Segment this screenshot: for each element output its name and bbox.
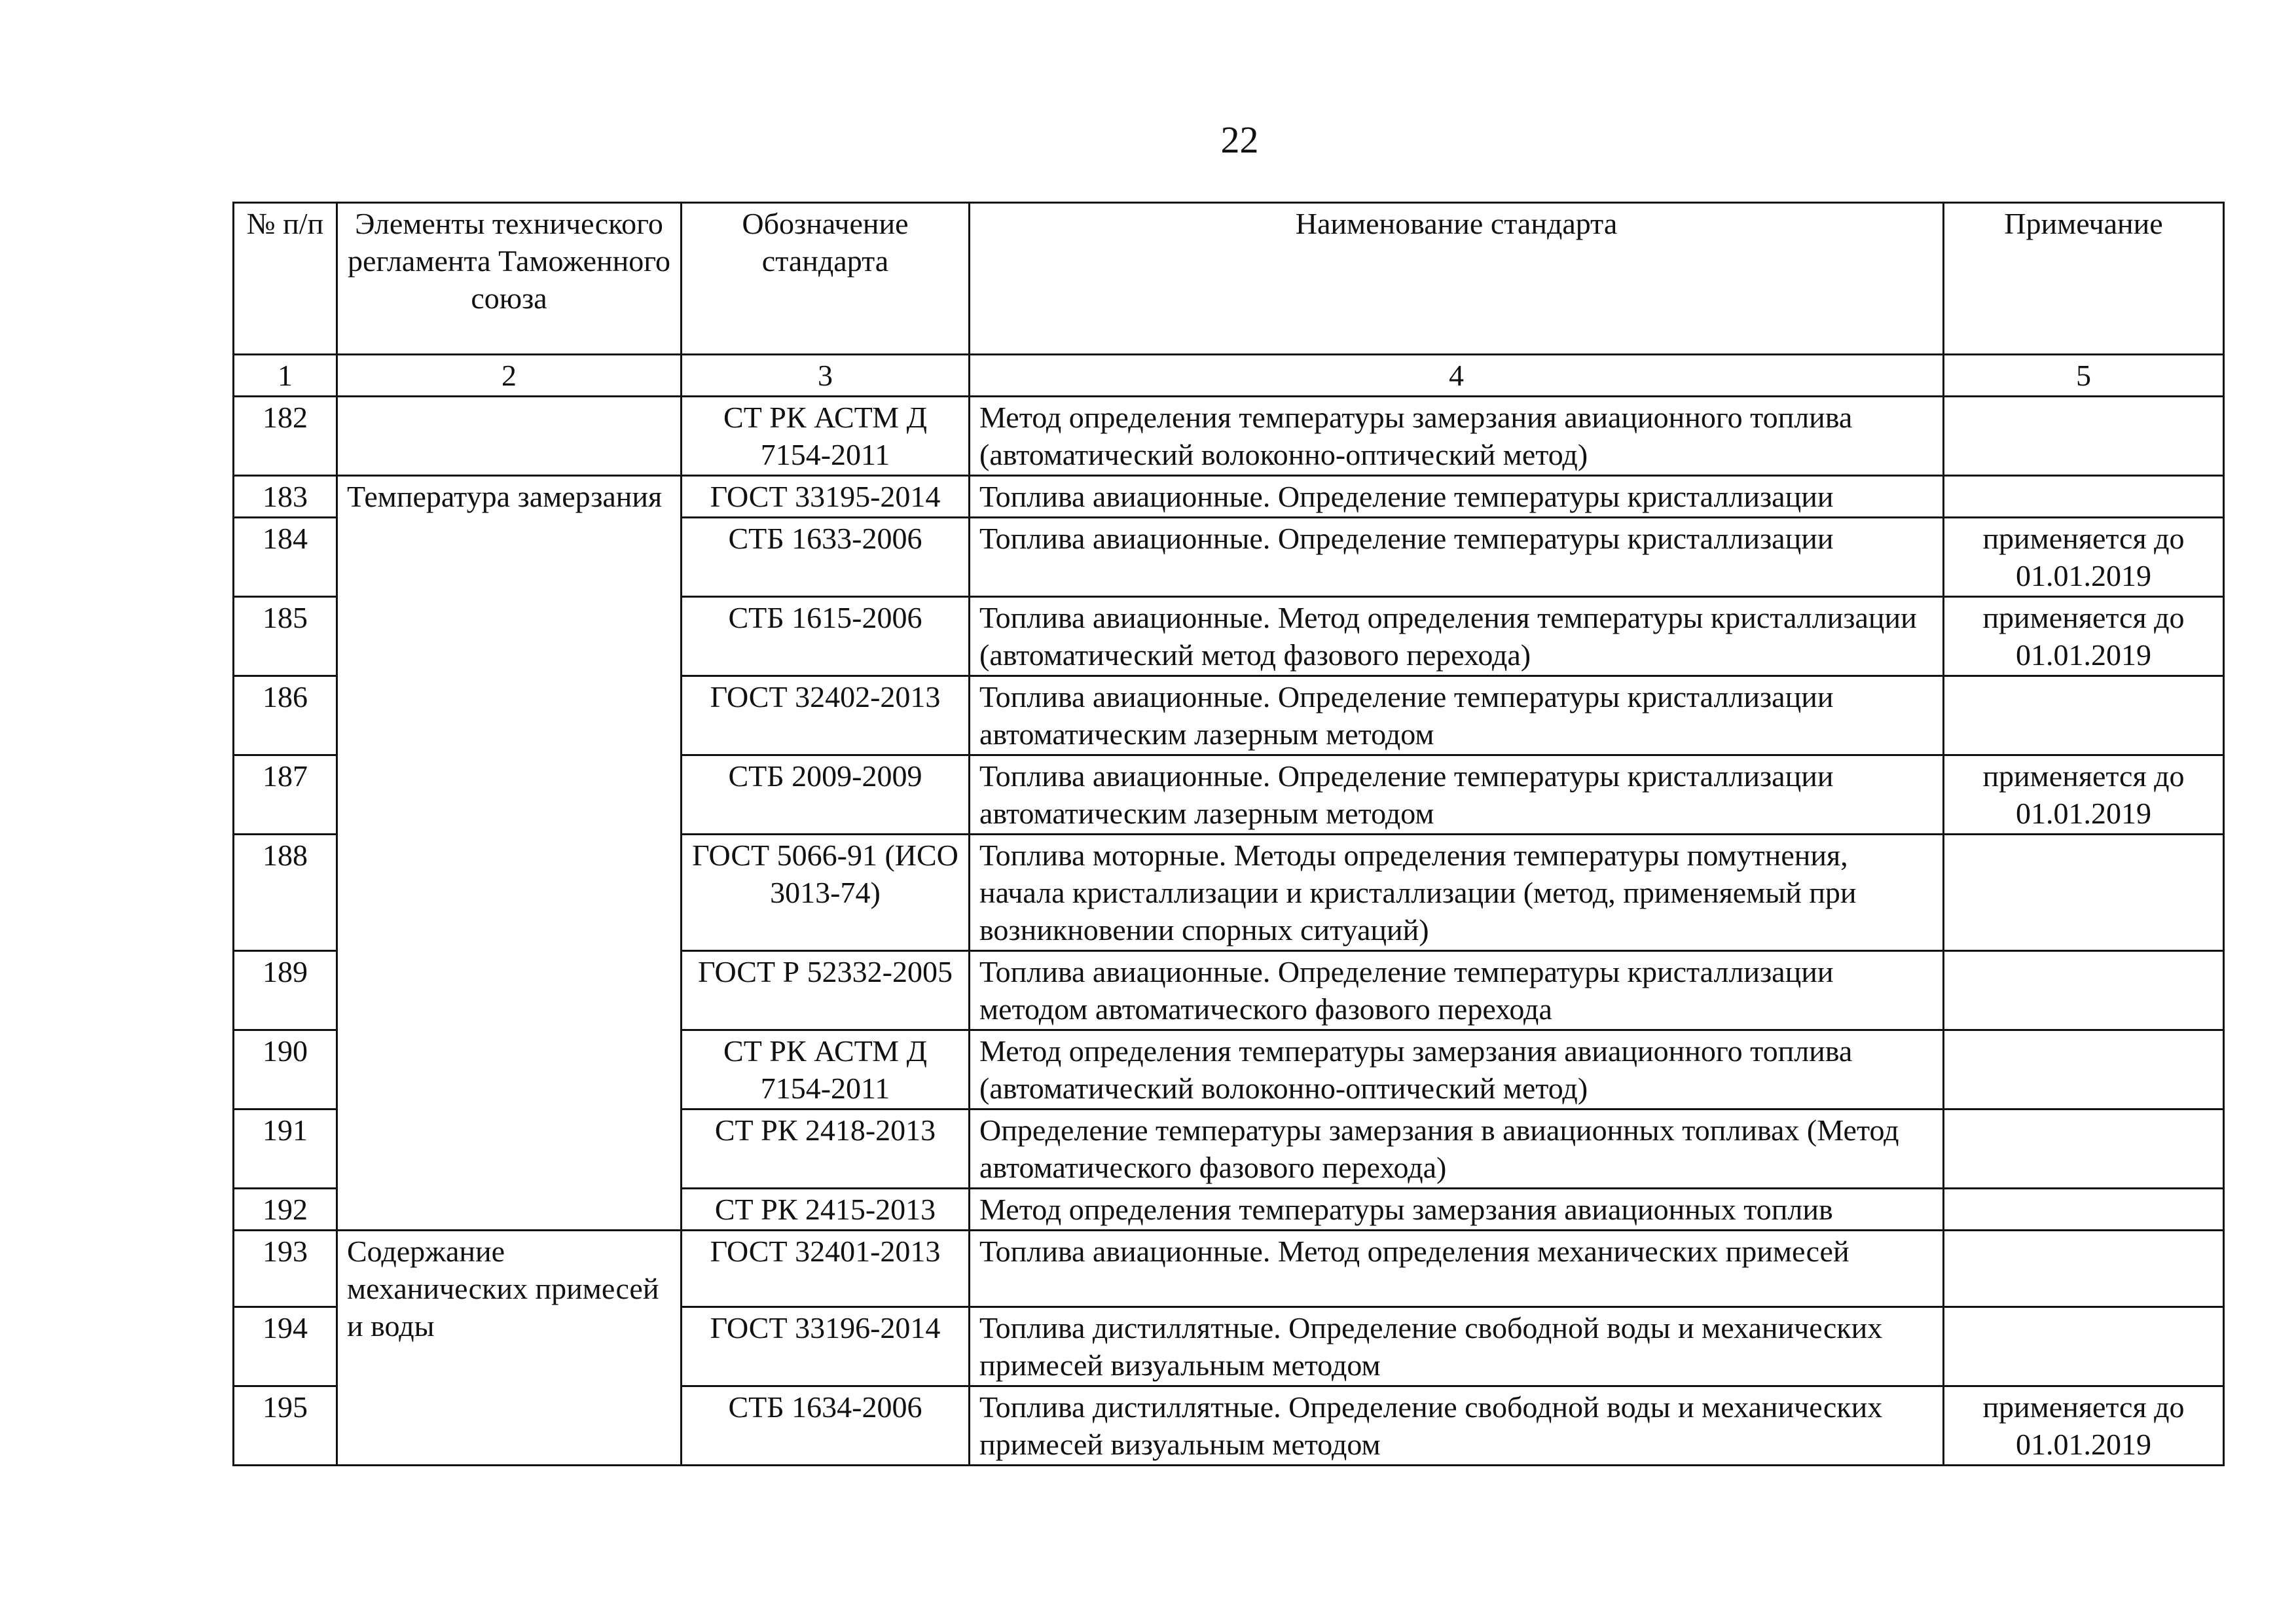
standard-code: СТБ 1615-2006 (682, 597, 970, 676)
standard-name: Топлива авиационные. Определение температуры кристаллизации методом автоматического фазового перехода (970, 951, 1944, 1030)
standard-code: СТ РК АСТМ Д 7154-2011 (682, 397, 970, 476)
regulation-element: Температура замерзания (337, 476, 682, 1231)
header-note: Примечание (1944, 203, 2224, 355)
standard-name: Топлива авиационные. Определение температуры кристаллизации автоматическим лазерным методом (970, 755, 1944, 835)
standard-code: ГОСТ 5066-91 (ИСО 3013-74) (682, 835, 970, 951)
standard-code: СТ РК 2418-2013 (682, 1110, 970, 1189)
standard-code: СТ РК 2415-2013 (682, 1189, 970, 1231)
standard-note (1944, 476, 2224, 518)
table-row (234, 397, 2224, 476)
table-row (234, 1231, 2224, 1307)
standard-note (1944, 1189, 2224, 1231)
standard-note (1944, 397, 2224, 476)
standard-note (1944, 1307, 2224, 1386)
row-number: 191 (234, 1110, 337, 1189)
standard-code: ГОСТ 32401-2013 (682, 1231, 970, 1307)
standard-note (1944, 1030, 2224, 1110)
standard-note: применяется до 01.01.2019 (1944, 1386, 2224, 1466)
row-number: 186 (234, 676, 337, 755)
standard-code: СТБ 1633-2006 (682, 518, 970, 597)
standard-name: Определение температуры замерзания в авиационных топливах (Метод автоматического фазового перехода) (970, 1110, 1944, 1189)
standard-name: Метод определения температуры замерзания авиационного топлива (автоматический волоконно-оптический метод) (970, 1030, 1944, 1110)
standard-code: СТБ 1634-2006 (682, 1386, 970, 1466)
row-number: 190 (234, 1030, 337, 1110)
column-number: 3 (682, 355, 970, 397)
regulation-element: Содержание механических примесей и воды (337, 1231, 682, 1466)
standard-name: Топлива дистиллятные. Определение свободной воды и механических примесей визуальным методом (970, 1307, 1944, 1386)
row-number: 184 (234, 518, 337, 597)
standard-note (1944, 835, 2224, 951)
row-number: 188 (234, 835, 337, 951)
row-number: 183 (234, 476, 337, 518)
standard-name: Топлива авиационные. Определение температуры кристаллизации автоматическим лазерным методом (970, 676, 1944, 755)
standard-code: СТБ 2009-2009 (682, 755, 970, 835)
standard-code: ГОСТ Р 52332-2005 (682, 951, 970, 1030)
row-number: 189 (234, 951, 337, 1030)
standard-name: Метод определения температуры замерзания авиационных топлив (970, 1189, 1944, 1231)
standard-note (1944, 676, 2224, 755)
standard-code: ГОСТ 33195-2014 (682, 476, 970, 518)
standard-name: Топлива моторные. Методы определения температуры помутнения, начала кристаллизации и кристаллизации (метод, применяемый при возникновении спорных ситуаций) (970, 835, 1944, 951)
row-number: 187 (234, 755, 337, 835)
header-name: Наименование стандарта (970, 203, 1944, 355)
header-number: № п/п (234, 203, 337, 355)
row-number: 182 (234, 397, 337, 476)
standard-code: ГОСТ 32402-2013 (682, 676, 970, 755)
column-number-row (234, 355, 2224, 397)
column-number: 2 (337, 355, 682, 397)
column-number: 4 (970, 355, 1944, 397)
standard-note (1944, 951, 2224, 1030)
standard-note: применяется до 01.01.2019 (1944, 518, 2224, 597)
standard-note (1944, 1110, 2224, 1189)
standard-name: Метод определения температуры замерзания авиационного топлива (автоматический волоконно-оптический метод) (970, 397, 1944, 476)
standard-code: ГОСТ 33196-2014 (682, 1307, 970, 1386)
row-number: 194 (234, 1307, 337, 1386)
row-number: 192 (234, 1189, 337, 1231)
row-number: 193 (234, 1231, 337, 1307)
standard-name: Топлива авиационные. Метод определения температуры кристаллизации (автоматический метод фазового перехода) (970, 597, 1944, 676)
row-number: 185 (234, 597, 337, 676)
column-number: 5 (1944, 355, 2224, 397)
page-number: 22 (1220, 118, 1259, 161)
standard-code: СТ РК АСТМ Д 7154-2011 (682, 1030, 970, 1110)
row-number: 195 (234, 1386, 337, 1466)
standard-name: Топлива авиационные. Определение температуры кристаллизации (970, 518, 1944, 597)
standard-note: применяется до 01.01.2019 (1944, 755, 2224, 835)
standard-name: Топлива дистиллятные. Определение свободной воды и механических примесей визуальным методом (970, 1386, 1944, 1466)
standards-table (232, 202, 2225, 1466)
header-code: Обозначение стандарта (682, 203, 970, 355)
standard-name: Топлива авиационные. Метод определения механических примесей (970, 1231, 1944, 1307)
table-row (234, 476, 2224, 518)
regulation-element (337, 397, 682, 476)
standard-note: применяется до 01.01.2019 (1944, 597, 2224, 676)
header-element: Элементы технического регламента Таможенного союза (337, 203, 682, 355)
column-number: 1 (234, 355, 337, 397)
header-row (234, 203, 2224, 355)
standard-note (1944, 1231, 2224, 1307)
standard-name: Топлива авиационные. Определение температуры кристаллизации (970, 476, 1944, 518)
